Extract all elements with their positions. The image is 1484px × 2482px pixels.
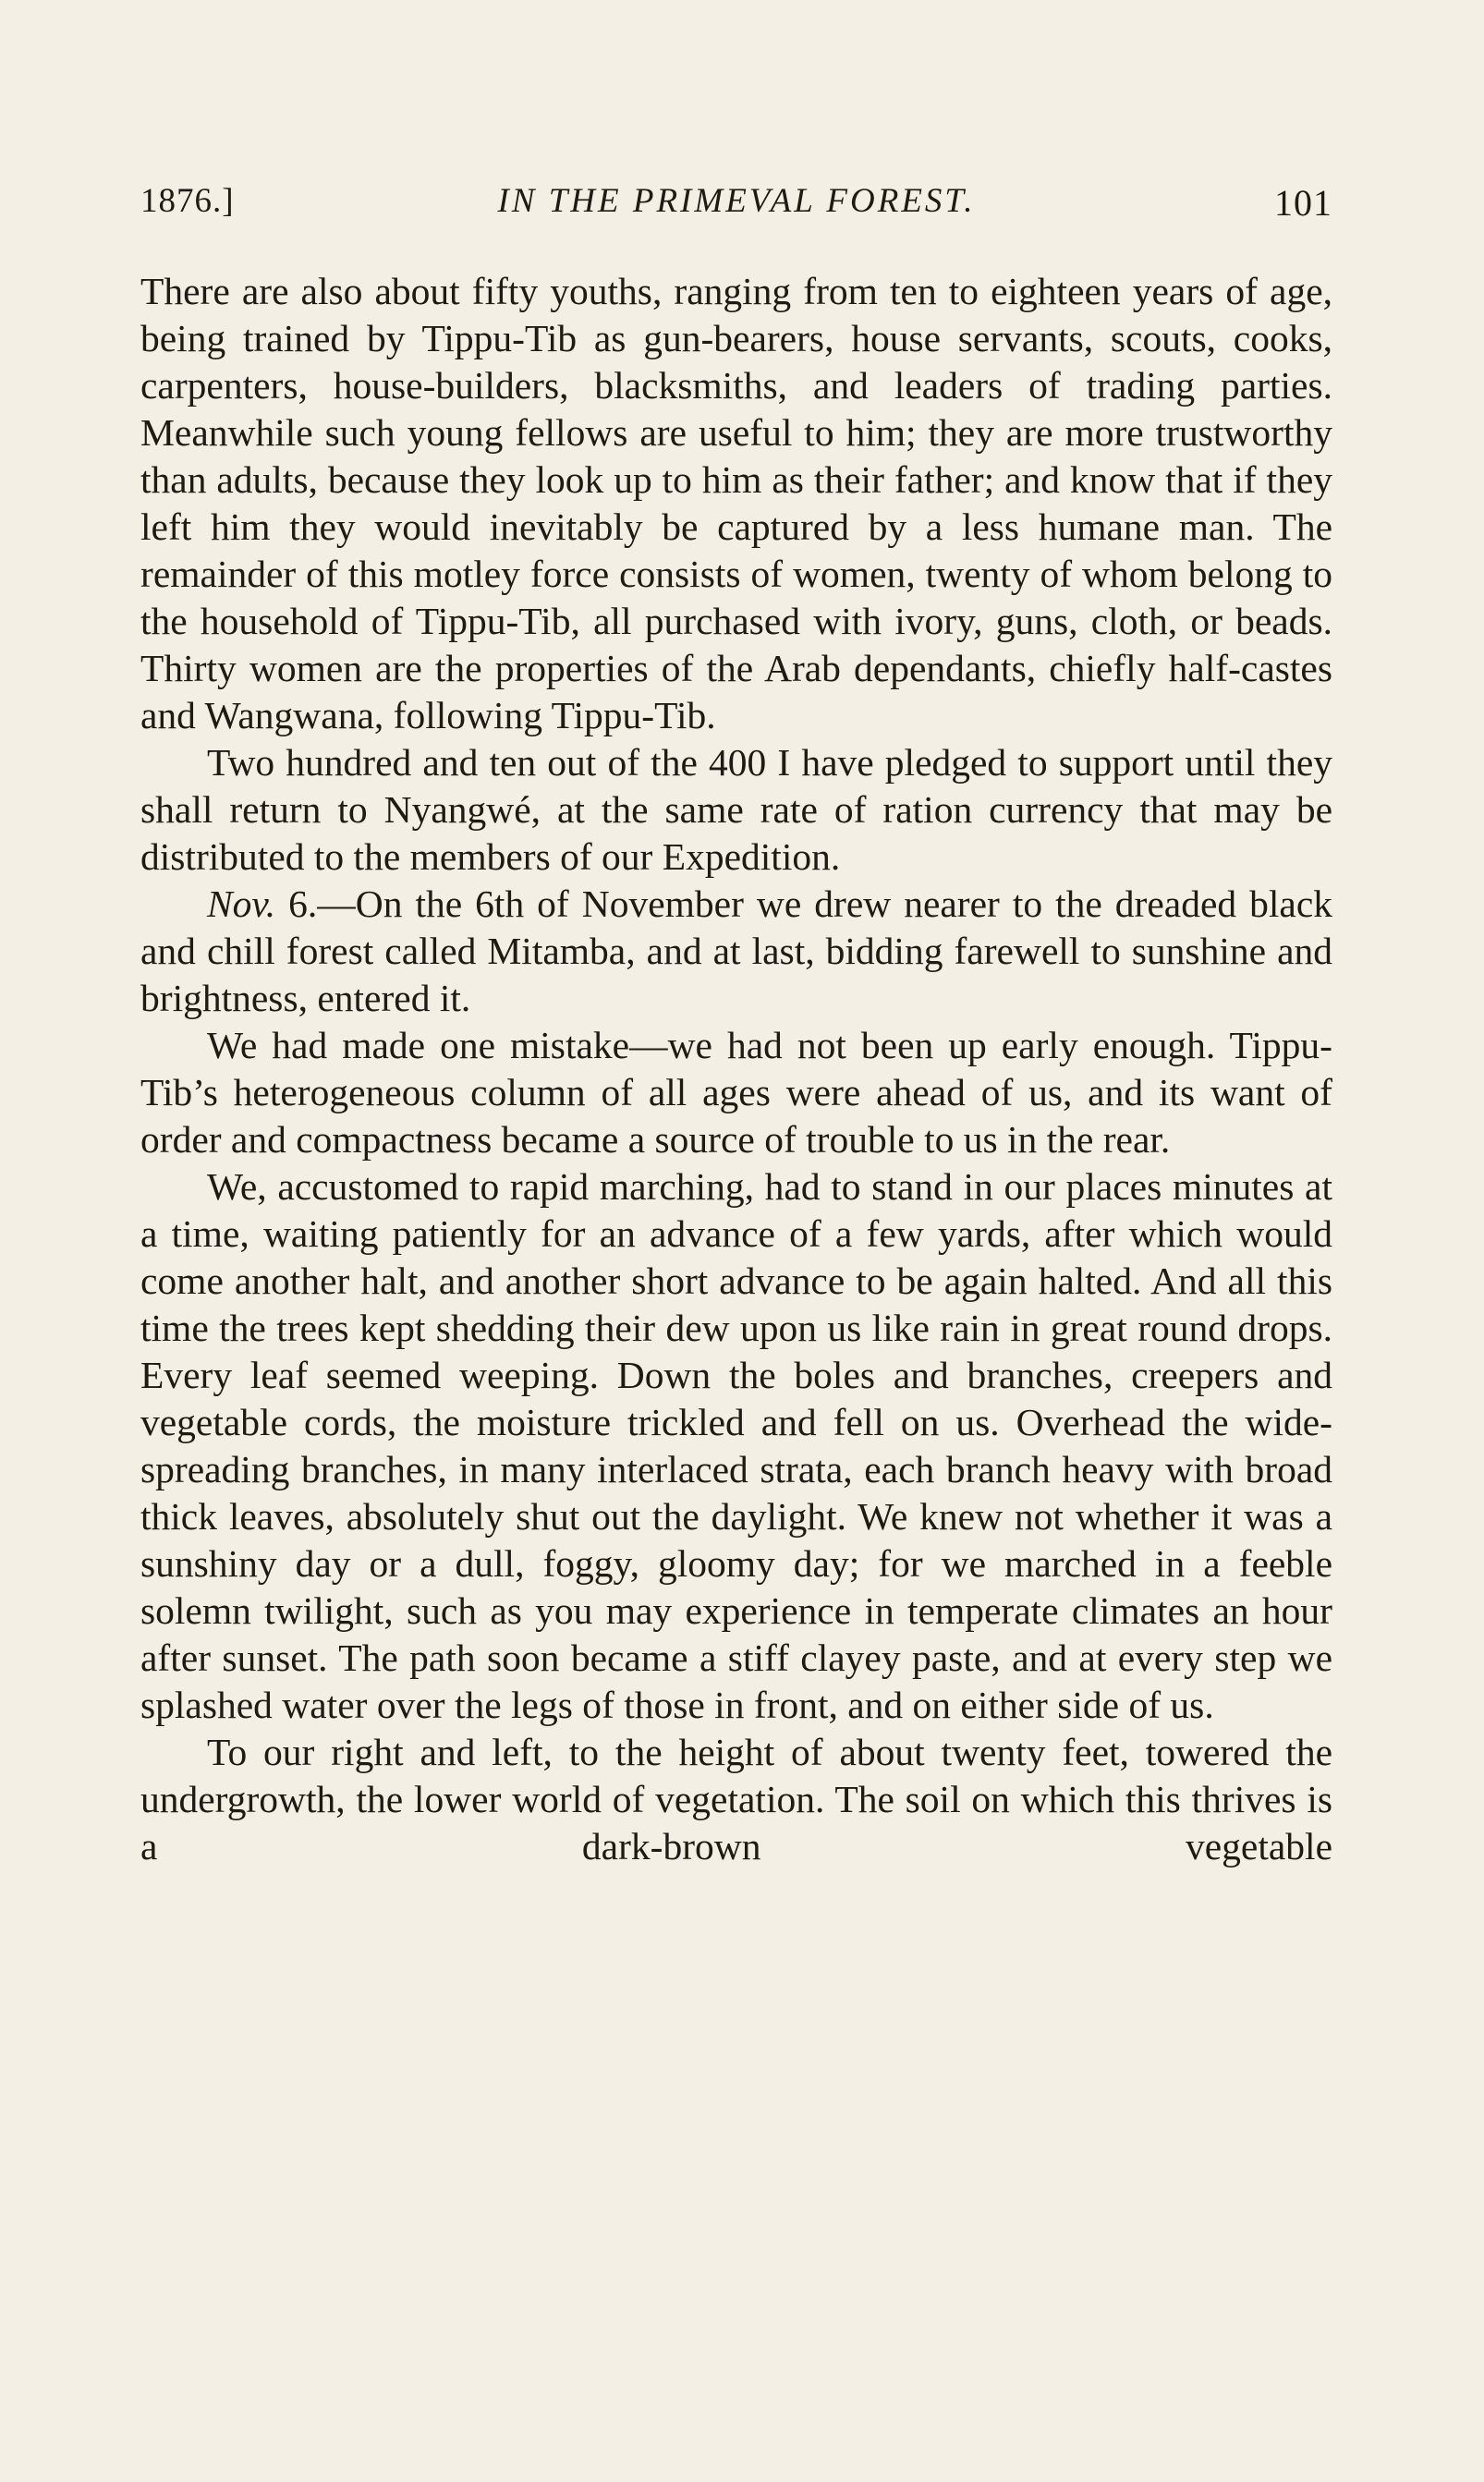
paragraph-text: We, accustomed to rapid marching, had to stand in our places minutes at a time, waiting patiently for an advance of a few yards, after which would come another halt, and another short advance to be again halted. And all this time the trees kept shedding their dew upon us like rain in great round drops. Every leaf seemed weeping. Down the boles and branches, creepers and vegetable cords, the moisture trickled and fell on us. Overhead the wide-spreading branches, in many interlaced strata, each branch heavy with broad thick leaves, absolutely shut out the daylight. We knew not whether it was a sunshiny day or a dull, foggy, gloomy day; for we marched in a feeble solemn twilight, such as you may experience in temperate climates an hour after sunset. The path soon became a stiff clayey paste, and at every step we splashed water over the legs of those in front, and on either side of us. — [140, 1165, 1332, 1726]
page-number: 101 — [1274, 182, 1332, 224]
header-title: IN THE PRIMEVAL FOREST. — [497, 182, 976, 220]
paragraph-text: To our right and left, to the height of about twenty feet, towered the undergrowth, the lower world of vegetation. The soil on which this thrives is a dark-brown vegetable — [140, 1731, 1332, 1868]
paragraph — [140, 1729, 1332, 1870]
paragraph — [140, 739, 1332, 881]
paragraph — [140, 1022, 1332, 1163]
paragraph-text: 6.—On the 6th of November we drew nearer to the dreaded black and chill forest called Mitamba, and at last, bidding farewell to sunshine and brightness, entered it. — [140, 882, 1332, 1019]
paragraph — [140, 268, 1332, 739]
paragraph-text: Two hundred and ten out of the 400 I have pledged to support until they shall return to Nyangwé, at the same rate of ration currency that may be distributed to the members of our Expedition. — [140, 741, 1332, 878]
header-year: 1876.] — [140, 182, 235, 220]
body-text — [140, 268, 1332, 1870]
paragraph — [140, 1163, 1332, 1729]
paragraph-text: There are also about fifty youths, ranging from ten to eighteen years of age, being trained by Tippu-Tib as gun-bearers, house servants, scouts, cooks, carpenters, house-builders, blacksmiths, and leaders of trading parties. Meanwhile such young fellows are useful to him; they are more trustworthy than adults, because they look up to him as their father; and know that if they left him they would inevitably be captured by a less humane man. The remainder of this motley force consists of women, twenty of whom belong to the household of Tippu-Tib, all purchased with ivory, guns, cloth, or beads. Thirty women are the properties of the Arab dependants, chiefly half-castes and Wangwana, following Tippu-Tib. — [140, 270, 1332, 736]
paragraph-text: We had made one mistake—we had not been up early enough. Tippu-Tib’s heterogeneous column of all ages were ahead of us, and its want of order and compactness became a source of trouble to us in the rear. — [140, 1024, 1332, 1161]
paragraph — [140, 881, 1332, 1022]
date-lead: Nov. — [207, 882, 276, 925]
running-head — [140, 181, 1332, 237]
